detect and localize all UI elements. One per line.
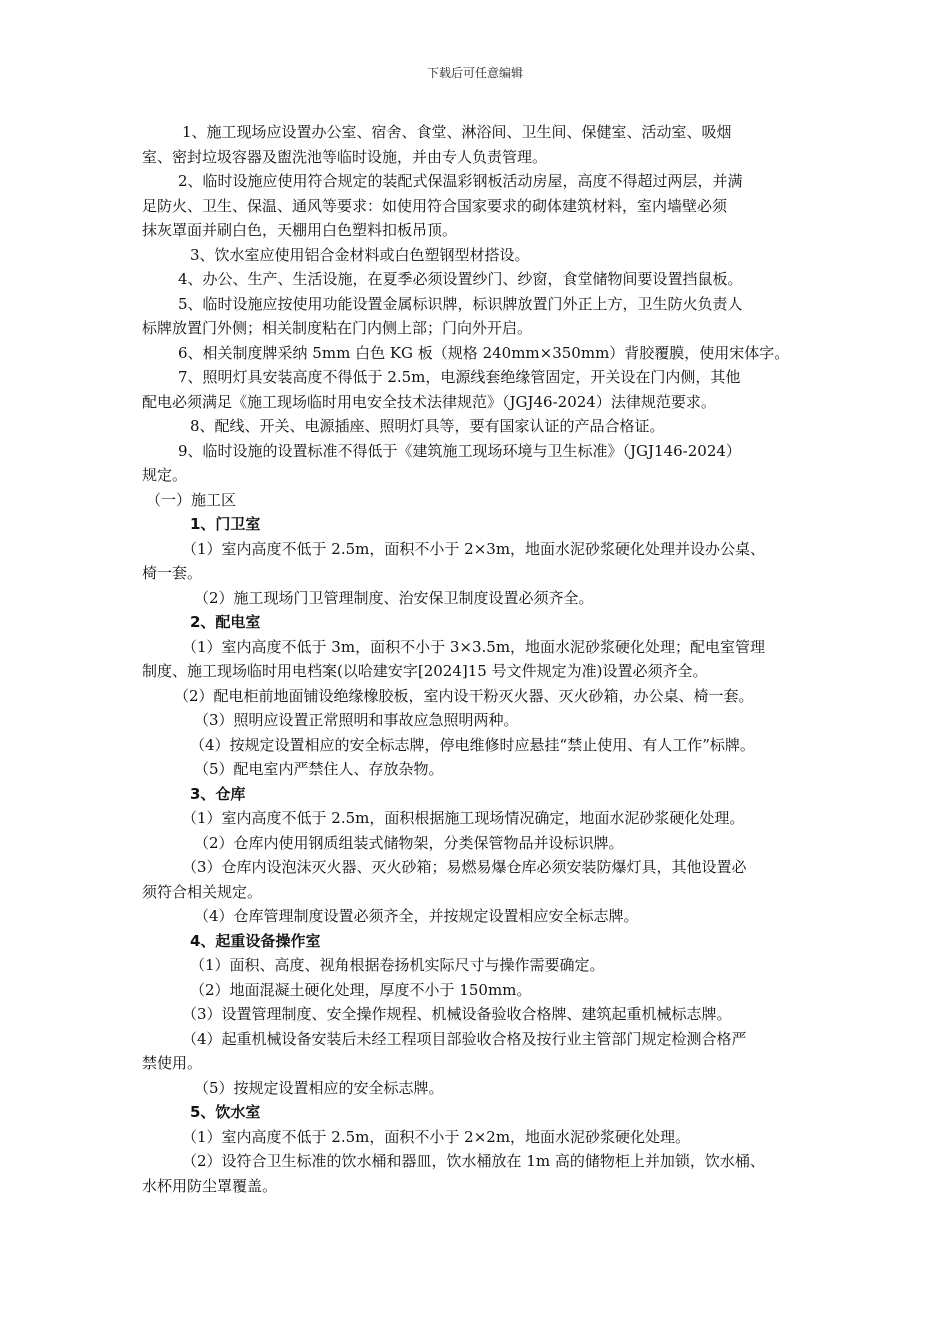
paragraph-line: 标牌放置门外侧；相关制度粘在门内侧上部；门向外开启。 (142, 319, 533, 337)
paragraph-line: 制度、施工现场临时用电档案(以哈建安字[2024]15 号文件规定为准)设置必须齐全。 (142, 662, 708, 680)
paragraph-line: （4）起重机械设备安装后未经工程项目部验收合格及按行业主管部门规定检测合格严 (182, 1029, 747, 1048)
paragraph-line: 3、饮水室应使用铝合金材料或白色塑钢型材搭设。 (190, 245, 530, 264)
paragraph-line: （5）配电室内严禁住人、存放杂物。 (194, 760, 444, 778)
paragraph-line: 5、临时设施应按使用功能设置金属标识牌，标识牌放置门外正上方，卫生防火负责人 (178, 294, 743, 313)
paragraph-line: （3）仓库内设泡沫灭火器、灭火砂箱；易燃易爆仓库必须安装防爆灯具，其他设置必 (182, 858, 747, 876)
paragraph-line: 禁使用。 (142, 1054, 203, 1072)
subsection-heading: 2、配电室 (190, 613, 261, 631)
paragraph-line: （2）施工现场门卫管理制度、治安保卫制度设置必须齐全。 (194, 588, 594, 607)
paragraph-line: 2、临时设施应使用符合规定的装配式保温彩钢板活动房屋，高度不得超过两层，并满 (178, 172, 743, 190)
paragraph-line: 6、相关制度牌采纳 5mm 白色 KG 板（规格 240mm×350mm）背胶覆膜，使用宋体字。 (178, 343, 790, 362)
paragraph-line: （4）按规定设置相应的安全标志牌，停电维修时应悬挂“禁止使用、有人工作”标牌。 (190, 735, 755, 754)
paragraph-line: （2）地面混凝土硬化处理，厚度不小于 150mm。 (190, 980, 532, 999)
paragraph-line: （1）室内高度不低于 3m，面积不小于 3×3.5m，地面水泥砂浆硬化处理；配电室管理 (182, 637, 766, 656)
section-heading: （一）施工区 (146, 490, 237, 509)
paragraph-line: （2）仓库内使用钢质组装式储物架，分类保管物品并设标识牌。 (194, 833, 624, 852)
paragraph-line: 足防火、卫生、保温、通风等要求：如使用符合国家要求的砌体建筑材料，室内墙壁必须 (142, 196, 728, 215)
paragraph-line: 抹灰罩面并刷白色，天棚用白色塑料扣板吊顶。 (142, 221, 458, 239)
paragraph-line: 7、照明灯具安装高度不得低于 2.5m，电源线套绝缘管固定，开关设在门内侧，其他 (178, 368, 741, 386)
paragraph-line: 规定。 (142, 466, 188, 484)
paragraph-line: （1）室内高度不低于 2.5m，面积不小于 2×2m，地面水泥砂浆硬化处理。 (182, 1127, 691, 1146)
paragraph-line: 须符合相关规定。 (142, 882, 263, 901)
paragraph-line: （4）仓库管理制度设置必须齐全，并按规定设置相应安全标志牌。 (194, 907, 639, 925)
paragraph-line: 4、办公、生产、生活设施，在夏季必须设置纱门、纱窗，食堂储物间要设置挡鼠板。 (178, 270, 743, 288)
subsection-heading: 3、仓库 (190, 784, 246, 803)
page-header: 下载后可任意编辑 (426, 66, 523, 80)
paragraph-line: （1）室内高度不低于 2.5m，面积根据施工现场情况确定，地面水泥砂浆硬化处理。 (182, 809, 745, 827)
paragraph-line: （2）配电柜前地面铺设绝缘橡胶板，室内设干粉灭火器、灭火砂箱，办公桌、椅一套。 (174, 686, 754, 705)
subsection-heading: 1、门卫室 (190, 515, 261, 533)
paragraph-line: 8、配线、开关、电源插座、照明灯具等，要有国家认证的产品合格证。 (190, 417, 665, 435)
paragraph-line: 椅一套。 (142, 564, 203, 582)
paragraph-line: 1、施工现场应设置办公室、宿舍、食堂、淋浴间、卫生间、保健室、活动室、吸烟 (182, 123, 732, 141)
paragraph-line: （1）面积、高度、视角根据卷扬机实际尺寸与操作需要确定。 (190, 956, 605, 974)
subsection-heading: 4、起重设备操作室 (190, 931, 321, 950)
paragraph-line: 9、临时设施的设置标准不得低于《建筑施工现场环境与卫生标准》（JGJ146-2024） (178, 441, 741, 460)
paragraph-line: （2）设符合卫生标准的饮水桶和器皿，饮水桶放在 1m 高的储物柜上并加锁，饮水桶、 (182, 1152, 765, 1170)
paragraph-line: （5）按规定设置相应的安全标志牌。 (194, 1078, 444, 1097)
paragraph-line: 室、密封垃圾容器及盥洗池等临时设施，并由专人负责管理。 (142, 147, 548, 166)
paragraph-line: （3）设置管理制度、安全操作规程、机械设备验收合格牌、建筑起重机械标志牌。 (182, 1005, 732, 1023)
paragraph-line: 配电必须满足《施工现场临时用电安全技术法律规范》（JGJ46-2024）法律规范要求。 (142, 392, 716, 411)
paragraph-line: 水杯用防尘罩覆盖。 (142, 1176, 278, 1195)
document-body (142, 120, 812, 1198)
subsection-heading: 5、饮水室 (190, 1103, 261, 1121)
paragraph-line: （1）室内高度不低于 2.5m，面积不小于 2×3m，地面水泥砂浆硬化处理并设办公桌、 (182, 539, 766, 558)
paragraph-line: （3）照明应设置正常照明和事故应急照明两种。 (194, 711, 519, 729)
